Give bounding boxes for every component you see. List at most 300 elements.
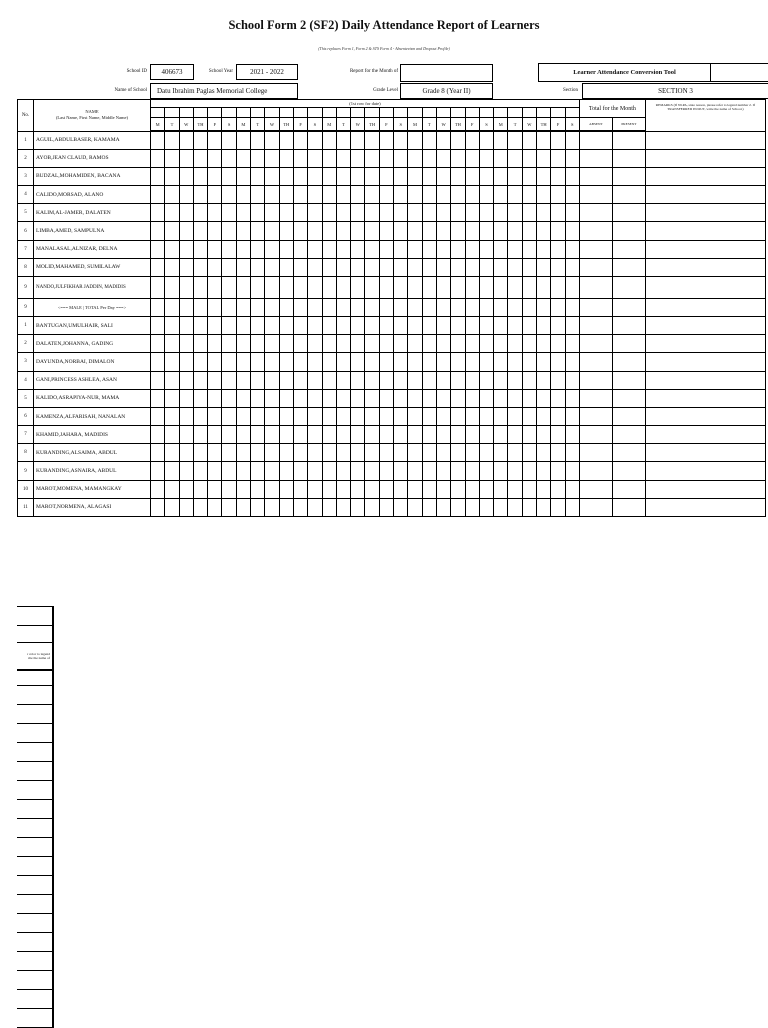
attendance-cell[interactable] xyxy=(293,149,307,167)
attendance-cell[interactable] xyxy=(251,258,265,276)
attendance-cell[interactable] xyxy=(236,335,250,353)
absent-total-cell[interactable] xyxy=(579,149,612,167)
attendance-cell[interactable] xyxy=(451,240,465,258)
attendance-cell[interactable] xyxy=(508,149,522,167)
attendance-cell[interactable] xyxy=(293,462,307,480)
date-cell[interactable] xyxy=(522,108,536,118)
attendance-cell[interactable] xyxy=(351,389,365,407)
attendance-cell[interactable] xyxy=(179,277,193,299)
remarks-cell[interactable] xyxy=(645,407,765,425)
attendance-cell[interactable] xyxy=(165,149,179,167)
attendance-cell[interactable] xyxy=(422,167,436,185)
attendance-cell[interactable] xyxy=(465,426,479,444)
attendance-cell[interactable] xyxy=(236,277,250,299)
attendance-cell[interactable] xyxy=(394,149,408,167)
attendance-cell[interactable] xyxy=(551,222,565,240)
attendance-cell[interactable] xyxy=(565,240,579,258)
attendance-cell[interactable] xyxy=(193,167,207,185)
attendance-cell[interactable] xyxy=(322,258,336,276)
attendance-cell[interactable] xyxy=(293,204,307,222)
attendance-cell[interactable] xyxy=(522,426,536,444)
attendance-cell[interactable] xyxy=(394,353,408,371)
attendance-cell[interactable] xyxy=(165,444,179,462)
date-cell[interactable] xyxy=(365,108,379,118)
attendance-cell[interactable] xyxy=(408,240,422,258)
attendance-cell[interactable] xyxy=(565,222,579,240)
attendance-cell[interactable] xyxy=(436,353,450,371)
attendance-cell[interactable] xyxy=(394,407,408,425)
attendance-cell[interactable] xyxy=(151,277,165,299)
date-cell[interactable] xyxy=(279,108,293,118)
attendance-cell[interactable] xyxy=(236,371,250,389)
attendance-cell[interactable] xyxy=(365,316,379,334)
date-cell[interactable] xyxy=(179,108,193,118)
attendance-cell[interactable] xyxy=(208,167,222,185)
absent-total-cell[interactable] xyxy=(579,371,612,389)
attendance-cell[interactable] xyxy=(365,167,379,185)
attendance-cell[interactable] xyxy=(465,480,479,498)
attendance-cell[interactable] xyxy=(265,240,279,258)
attendance-cell[interactable] xyxy=(236,407,250,425)
attendance-cell[interactable] xyxy=(351,316,365,334)
attendance-cell[interactable] xyxy=(322,186,336,204)
attendance-cell[interactable] xyxy=(365,222,379,240)
attendance-cell[interactable] xyxy=(537,389,551,407)
attendance-cell[interactable] xyxy=(179,462,193,480)
attendance-cell[interactable] xyxy=(151,371,165,389)
attendance-cell[interactable] xyxy=(537,240,551,258)
attendance-cell[interactable] xyxy=(494,444,508,462)
attendance-cell[interactable] xyxy=(365,335,379,353)
attendance-cell[interactable] xyxy=(179,353,193,371)
attendance-cell[interactable] xyxy=(179,316,193,334)
attendance-cell[interactable] xyxy=(322,407,336,425)
attendance-cell[interactable] xyxy=(265,335,279,353)
absent-total-cell[interactable] xyxy=(579,167,612,185)
attendance-cell[interactable] xyxy=(165,426,179,444)
attendance-cell[interactable] xyxy=(236,258,250,276)
present-total-cell[interactable] xyxy=(612,353,645,371)
attendance-cell[interactable] xyxy=(279,407,293,425)
attendance-cell[interactable] xyxy=(193,389,207,407)
attendance-cell[interactable] xyxy=(351,480,365,498)
present-total-cell[interactable] xyxy=(612,426,645,444)
attendance-cell[interactable] xyxy=(336,371,350,389)
attendance-cell[interactable] xyxy=(336,335,350,353)
remarks-cell[interactable] xyxy=(645,149,765,167)
attendance-cell[interactable] xyxy=(208,462,222,480)
attendance-cell[interactable] xyxy=(422,204,436,222)
attendance-cell[interactable] xyxy=(308,389,322,407)
attendance-cell[interactable] xyxy=(379,204,393,222)
attendance-cell[interactable] xyxy=(494,316,508,334)
date-cell[interactable] xyxy=(336,108,350,118)
attendance-cell[interactable] xyxy=(193,316,207,334)
attendance-cell[interactable] xyxy=(551,407,565,425)
attendance-cell[interactable] xyxy=(222,204,236,222)
attendance-cell[interactable] xyxy=(422,498,436,516)
attendance-cell[interactable] xyxy=(165,498,179,516)
attendance-cell[interactable] xyxy=(279,389,293,407)
remarks-cell[interactable] xyxy=(645,186,765,204)
attendance-cell[interactable] xyxy=(322,240,336,258)
attendance-cell[interactable] xyxy=(308,222,322,240)
absent-total-cell[interactable] xyxy=(579,240,612,258)
attendance-cell[interactable] xyxy=(151,131,165,149)
attendance-cell[interactable] xyxy=(479,335,493,353)
attendance-cell[interactable] xyxy=(336,149,350,167)
attendance-cell[interactable] xyxy=(522,444,536,462)
attendance-cell[interactable] xyxy=(537,480,551,498)
attendance-cell[interactable] xyxy=(322,204,336,222)
attendance-cell[interactable] xyxy=(236,186,250,204)
attendance-cell[interactable] xyxy=(193,240,207,258)
attendance-cell[interactable] xyxy=(394,371,408,389)
attendance-cell[interactable] xyxy=(222,335,236,353)
attendance-cell[interactable] xyxy=(394,444,408,462)
date-cell[interactable] xyxy=(351,108,365,118)
attendance-cell[interactable] xyxy=(208,277,222,299)
attendance-cell[interactable] xyxy=(508,371,522,389)
attendance-cell[interactable] xyxy=(436,462,450,480)
attendance-cell[interactable] xyxy=(537,407,551,425)
attendance-cell[interactable] xyxy=(151,204,165,222)
attendance-cell[interactable] xyxy=(422,277,436,299)
attendance-cell[interactable] xyxy=(494,167,508,185)
attendance-cell[interactable] xyxy=(379,480,393,498)
attendance-cell[interactable] xyxy=(551,335,565,353)
attendance-cell[interactable] xyxy=(465,167,479,185)
attendance-cell[interactable] xyxy=(394,335,408,353)
attendance-cell[interactable] xyxy=(279,149,293,167)
attendance-cell[interactable] xyxy=(165,353,179,371)
attendance-cell[interactable] xyxy=(494,335,508,353)
attendance-cell[interactable] xyxy=(279,258,293,276)
attendance-cell[interactable] xyxy=(208,316,222,334)
present-total-cell[interactable] xyxy=(612,335,645,353)
attendance-cell[interactable] xyxy=(422,149,436,167)
attendance-cell[interactable] xyxy=(336,426,350,444)
absent-total-cell[interactable] xyxy=(579,222,612,240)
attendance-cell[interactable] xyxy=(436,149,450,167)
present-total-cell[interactable] xyxy=(612,462,645,480)
attendance-cell[interactable] xyxy=(408,204,422,222)
attendance-cell[interactable] xyxy=(537,498,551,516)
date-cell[interactable] xyxy=(422,108,436,118)
absent-total-cell[interactable] xyxy=(579,258,612,276)
attendance-cell[interactable] xyxy=(293,186,307,204)
attendance-cell[interactable] xyxy=(365,277,379,299)
attendance-cell[interactable] xyxy=(451,426,465,444)
attendance-cell[interactable] xyxy=(236,131,250,149)
attendance-cell[interactable] xyxy=(451,389,465,407)
attendance-cell[interactable] xyxy=(508,316,522,334)
attendance-cell[interactable] xyxy=(522,149,536,167)
attendance-cell[interactable] xyxy=(551,389,565,407)
attendance-cell[interactable] xyxy=(251,222,265,240)
attendance-cell[interactable] xyxy=(236,167,250,185)
attendance-cell[interactable] xyxy=(279,277,293,299)
absent-total-cell[interactable] xyxy=(579,353,612,371)
attendance-cell[interactable] xyxy=(422,444,436,462)
attendance-cell[interactable] xyxy=(165,204,179,222)
attendance-cell[interactable] xyxy=(308,149,322,167)
present-total-cell[interactable] xyxy=(612,407,645,425)
attendance-cell[interactable] xyxy=(479,204,493,222)
attendance-cell[interactable] xyxy=(222,462,236,480)
attendance-cell[interactable] xyxy=(537,316,551,334)
attendance-cell[interactable] xyxy=(193,204,207,222)
attendance-cell[interactable] xyxy=(251,426,265,444)
attendance-cell[interactable] xyxy=(422,131,436,149)
attendance-cell[interactable] xyxy=(365,462,379,480)
attendance-cell[interactable] xyxy=(565,426,579,444)
attendance-cell[interactable] xyxy=(408,498,422,516)
attendance-cell[interactable] xyxy=(551,277,565,299)
attendance-cell[interactable] xyxy=(336,444,350,462)
attendance-cell[interactable] xyxy=(179,407,193,425)
attendance-cell[interactable] xyxy=(451,167,465,185)
attendance-cell[interactable] xyxy=(379,240,393,258)
attendance-cell[interactable] xyxy=(537,204,551,222)
attendance-cell[interactable] xyxy=(236,426,250,444)
attendance-cell[interactable] xyxy=(251,353,265,371)
attendance-cell[interactable] xyxy=(293,353,307,371)
attendance-cell[interactable] xyxy=(208,371,222,389)
attendance-cell[interactable] xyxy=(251,131,265,149)
remarks-cell[interactable] xyxy=(645,444,765,462)
attendance-cell[interactable] xyxy=(394,240,408,258)
attendance-cell[interactable] xyxy=(479,258,493,276)
attendance-cell[interactable] xyxy=(365,480,379,498)
attendance-cell[interactable] xyxy=(351,167,365,185)
date-cell[interactable] xyxy=(236,108,250,118)
attendance-cell[interactable] xyxy=(308,277,322,299)
attendance-cell[interactable] xyxy=(465,371,479,389)
attendance-cell[interactable] xyxy=(293,240,307,258)
attendance-cell[interactable] xyxy=(251,204,265,222)
attendance-cell[interactable] xyxy=(565,131,579,149)
attendance-cell[interactable] xyxy=(436,444,450,462)
attendance-cell[interactable] xyxy=(436,222,450,240)
attendance-cell[interactable] xyxy=(537,353,551,371)
attendance-cell[interactable] xyxy=(165,222,179,240)
attendance-cell[interactable] xyxy=(422,240,436,258)
attendance-cell[interactable] xyxy=(565,498,579,516)
attendance-cell[interactable] xyxy=(422,407,436,425)
attendance-cell[interactable] xyxy=(551,426,565,444)
attendance-cell[interactable] xyxy=(279,462,293,480)
attendance-cell[interactable] xyxy=(479,240,493,258)
attendance-cell[interactable] xyxy=(279,316,293,334)
attendance-cell[interactable] xyxy=(293,444,307,462)
attendance-cell[interactable] xyxy=(565,371,579,389)
attendance-cell[interactable] xyxy=(379,131,393,149)
attendance-cell[interactable] xyxy=(494,222,508,240)
attendance-cell[interactable] xyxy=(465,149,479,167)
attendance-cell[interactable] xyxy=(193,149,207,167)
attendance-cell[interactable] xyxy=(293,167,307,185)
attendance-cell[interactable] xyxy=(351,353,365,371)
attendance-cell[interactable] xyxy=(522,131,536,149)
present-total-cell[interactable] xyxy=(612,371,645,389)
attendance-cell[interactable] xyxy=(365,353,379,371)
date-cell[interactable] xyxy=(251,108,265,118)
attendance-cell[interactable] xyxy=(151,389,165,407)
attendance-cell[interactable] xyxy=(436,167,450,185)
attendance-cell[interactable] xyxy=(208,204,222,222)
attendance-cell[interactable] xyxy=(465,186,479,204)
absent-total-cell[interactable] xyxy=(579,335,612,353)
attendance-cell[interactable] xyxy=(408,407,422,425)
attendance-cell[interactable] xyxy=(365,371,379,389)
attendance-cell[interactable] xyxy=(408,149,422,167)
attendance-cell[interactable] xyxy=(565,277,579,299)
remarks-cell[interactable] xyxy=(645,353,765,371)
attendance-cell[interactable] xyxy=(479,371,493,389)
attendance-cell[interactable] xyxy=(165,407,179,425)
attendance-cell[interactable] xyxy=(279,167,293,185)
attendance-cell[interactable] xyxy=(308,131,322,149)
attendance-cell[interactable] xyxy=(537,335,551,353)
attendance-cell[interactable] xyxy=(236,316,250,334)
attendance-cell[interactable] xyxy=(451,353,465,371)
attendance-cell[interactable] xyxy=(236,222,250,240)
date-cell[interactable] xyxy=(551,108,565,118)
attendance-cell[interactable] xyxy=(522,371,536,389)
attendance-cell[interactable] xyxy=(565,407,579,425)
attendance-cell[interactable] xyxy=(365,389,379,407)
attendance-cell[interactable] xyxy=(408,186,422,204)
attendance-cell[interactable] xyxy=(365,498,379,516)
attendance-cell[interactable] xyxy=(265,371,279,389)
attendance-cell[interactable] xyxy=(508,131,522,149)
attendance-cell[interactable] xyxy=(551,444,565,462)
attendance-cell[interactable] xyxy=(551,371,565,389)
attendance-cell[interactable] xyxy=(351,258,365,276)
attendance-cell[interactable] xyxy=(451,316,465,334)
attendance-cell[interactable] xyxy=(179,240,193,258)
attendance-cell[interactable] xyxy=(336,407,350,425)
attendance-cell[interactable] xyxy=(451,277,465,299)
attendance-cell[interactable] xyxy=(322,316,336,334)
attendance-cell[interactable] xyxy=(494,426,508,444)
attendance-cell[interactable] xyxy=(208,258,222,276)
attendance-cell[interactable] xyxy=(308,258,322,276)
attendance-cell[interactable] xyxy=(222,186,236,204)
absent-total-cell[interactable] xyxy=(579,389,612,407)
attendance-cell[interactable] xyxy=(236,204,250,222)
attendance-cell[interactable] xyxy=(222,222,236,240)
attendance-cell[interactable] xyxy=(151,222,165,240)
attendance-cell[interactable] xyxy=(436,371,450,389)
attendance-cell[interactable] xyxy=(408,426,422,444)
attendance-cell[interactable] xyxy=(179,444,193,462)
attendance-cell[interactable] xyxy=(322,222,336,240)
attendance-cell[interactable] xyxy=(436,240,450,258)
attendance-cell[interactable] xyxy=(465,498,479,516)
attendance-cell[interactable] xyxy=(494,371,508,389)
attendance-cell[interactable] xyxy=(422,353,436,371)
attendance-cell[interactable] xyxy=(451,444,465,462)
attendance-cell[interactable] xyxy=(494,389,508,407)
present-total-cell[interactable] xyxy=(612,277,645,299)
attendance-cell[interactable] xyxy=(394,222,408,240)
attendance-cell[interactable] xyxy=(351,277,365,299)
attendance-cell[interactable] xyxy=(265,498,279,516)
attendance-cell[interactable] xyxy=(336,316,350,334)
attendance-cell[interactable] xyxy=(508,407,522,425)
attendance-cell[interactable] xyxy=(451,149,465,167)
attendance-cell[interactable] xyxy=(451,204,465,222)
attendance-cell[interactable] xyxy=(394,498,408,516)
attendance-cell[interactable] xyxy=(222,277,236,299)
attendance-cell[interactable] xyxy=(208,240,222,258)
attendance-cell[interactable] xyxy=(379,258,393,276)
attendance-cell[interactable] xyxy=(308,316,322,334)
attendance-cell[interactable] xyxy=(222,444,236,462)
attendance-cell[interactable] xyxy=(365,149,379,167)
attendance-cell[interactable] xyxy=(293,316,307,334)
present-total-cell[interactable] xyxy=(612,316,645,334)
attendance-cell[interactable] xyxy=(222,167,236,185)
attendance-cell[interactable] xyxy=(537,444,551,462)
attendance-cell[interactable] xyxy=(379,316,393,334)
date-cell[interactable] xyxy=(479,108,493,118)
attendance-cell[interactable] xyxy=(436,186,450,204)
attendance-cell[interactable] xyxy=(508,335,522,353)
attendance-cell[interactable] xyxy=(365,186,379,204)
grade-level-field[interactable]: Grade 8 (Year II) xyxy=(400,83,493,99)
present-total-cell[interactable] xyxy=(612,444,645,462)
attendance-cell[interactable] xyxy=(565,316,579,334)
attendance-cell[interactable] xyxy=(394,277,408,299)
absent-total-cell[interactable] xyxy=(579,407,612,425)
attendance-cell[interactable] xyxy=(465,222,479,240)
attendance-cell[interactable] xyxy=(151,335,165,353)
attendance-cell[interactable] xyxy=(351,222,365,240)
attendance-cell[interactable] xyxy=(279,353,293,371)
attendance-cell[interactable] xyxy=(565,186,579,204)
attendance-cell[interactable] xyxy=(293,371,307,389)
attendance-cell[interactable] xyxy=(293,498,307,516)
attendance-cell[interactable] xyxy=(151,480,165,498)
attendance-cell[interactable] xyxy=(293,258,307,276)
attendance-cell[interactable] xyxy=(522,498,536,516)
attendance-cell[interactable] xyxy=(208,426,222,444)
attendance-cell[interactable] xyxy=(537,258,551,276)
attendance-cell[interactable] xyxy=(222,389,236,407)
attendance-cell[interactable] xyxy=(279,222,293,240)
attendance-cell[interactable] xyxy=(465,444,479,462)
attendance-cell[interactable] xyxy=(222,316,236,334)
attendance-cell[interactable] xyxy=(179,222,193,240)
attendance-cell[interactable] xyxy=(365,444,379,462)
attendance-cell[interactable] xyxy=(222,240,236,258)
attendance-cell[interactable] xyxy=(365,407,379,425)
attendance-cell[interactable] xyxy=(222,258,236,276)
attendance-cell[interactable] xyxy=(279,186,293,204)
attendance-cell[interactable] xyxy=(322,389,336,407)
attendance-cell[interactable] xyxy=(265,316,279,334)
attendance-cell[interactable] xyxy=(422,316,436,334)
attendance-cell[interactable] xyxy=(265,462,279,480)
attendance-cell[interactable] xyxy=(379,353,393,371)
attendance-cell[interactable] xyxy=(465,335,479,353)
attendance-cell[interactable] xyxy=(551,462,565,480)
attendance-cell[interactable] xyxy=(336,277,350,299)
attendance-cell[interactable] xyxy=(208,444,222,462)
